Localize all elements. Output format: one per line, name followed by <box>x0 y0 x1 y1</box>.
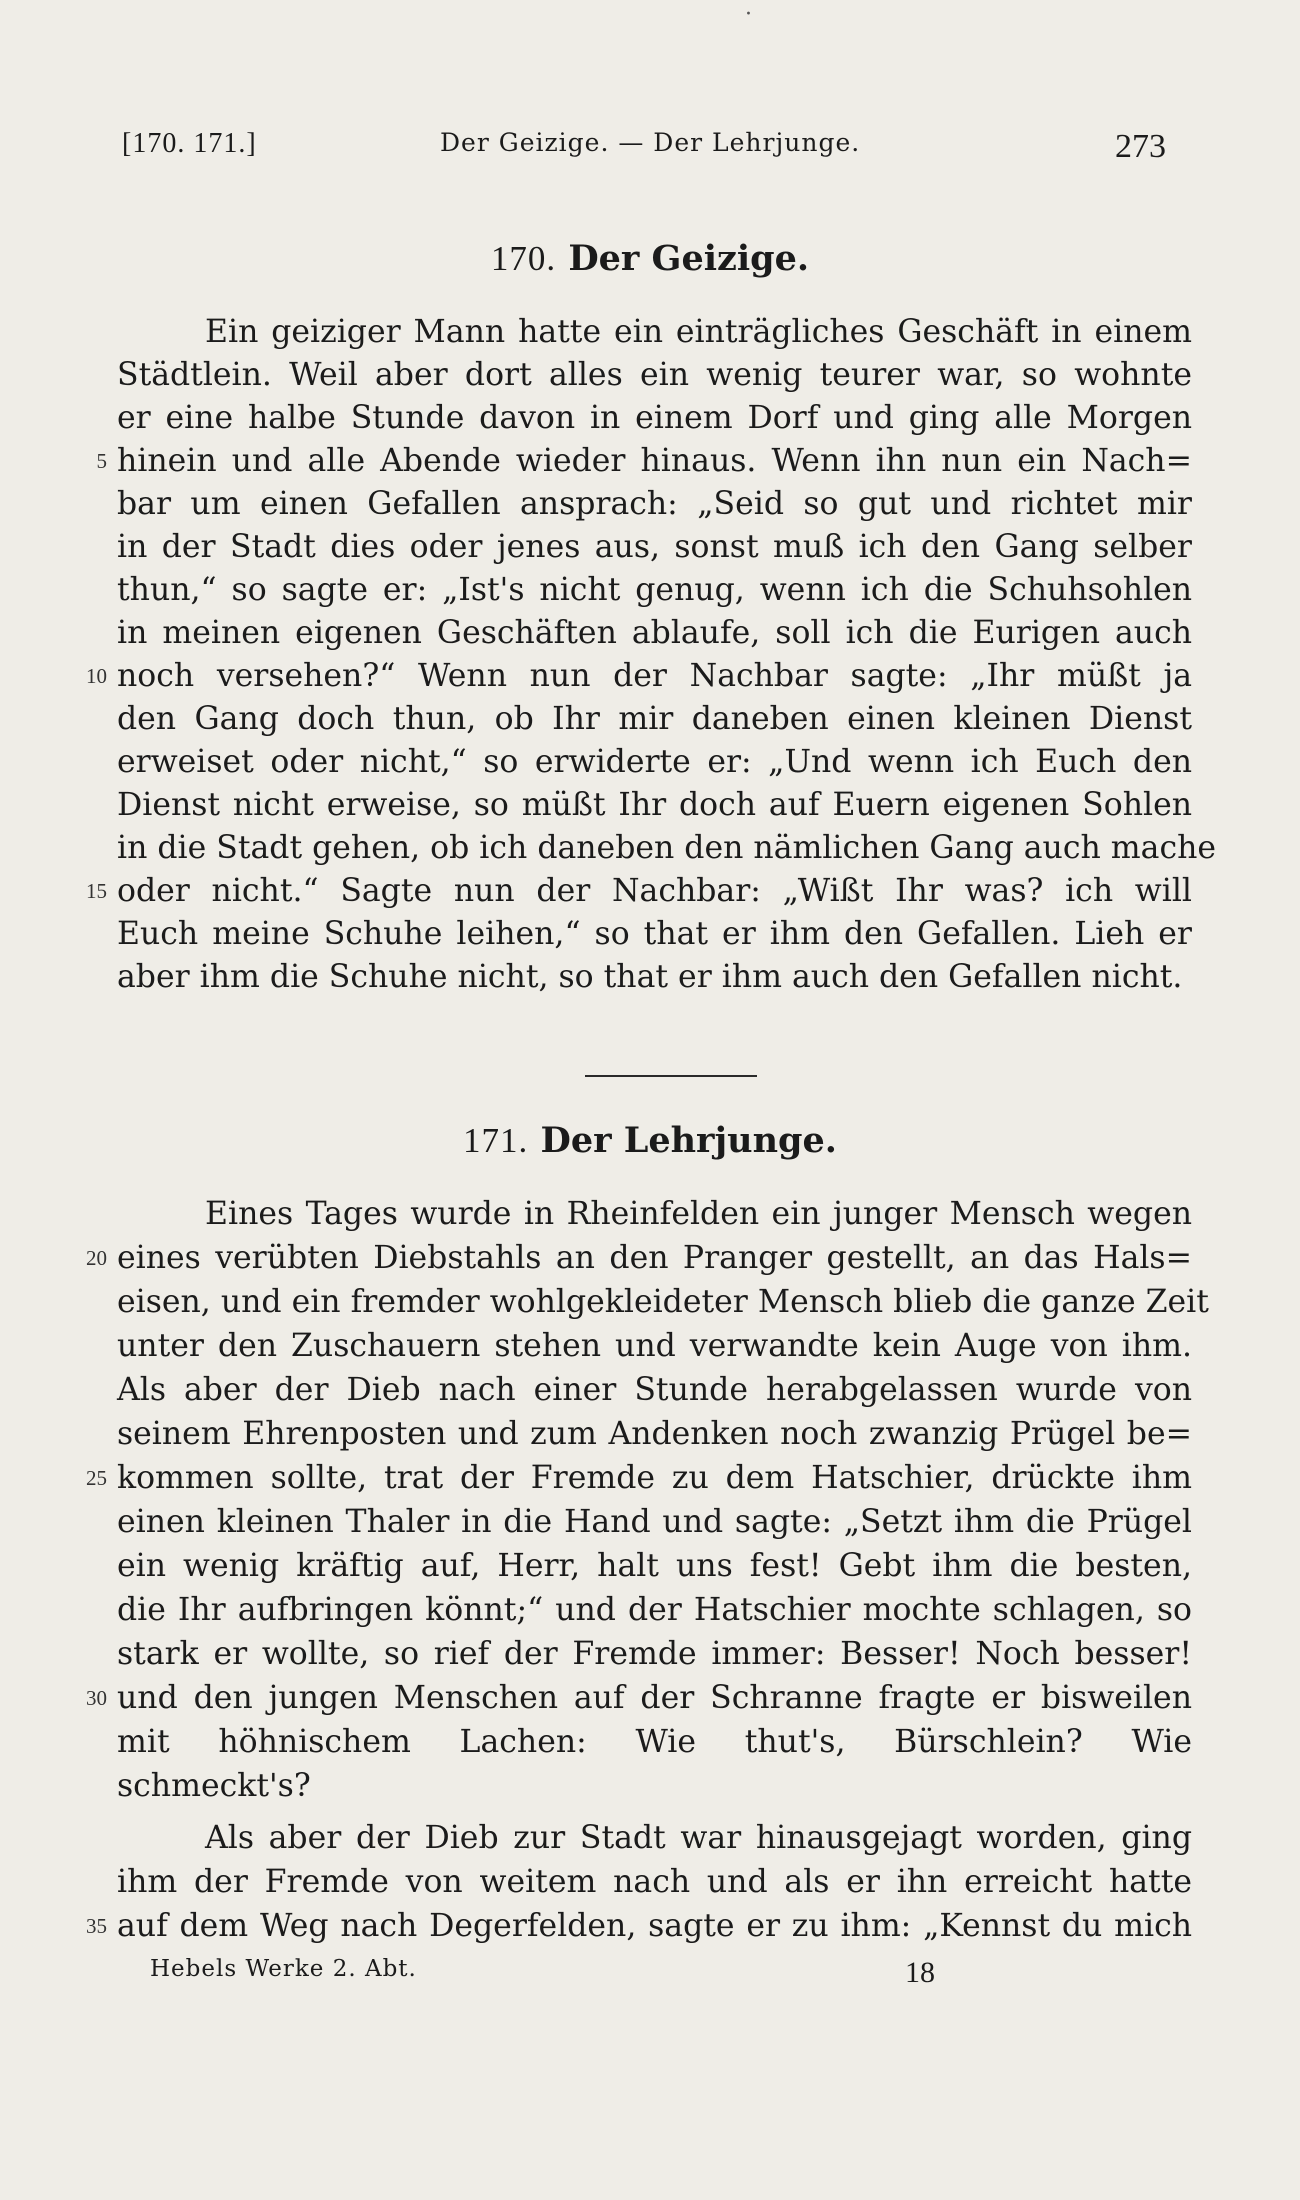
text-line: hinein und alle Abende wieder hinaus. Wenn ihn nun ein Nach= <box>117 443 1192 479</box>
section-171-number: 171. <box>463 1121 529 1160</box>
text-line: eines verübten Diebstahls an den Pranger gestellt, an das Hals= <box>117 1240 1192 1276</box>
text-line: noch versehen?“ Wenn nun der Nachbar sagte: „Ihr müßt ja <box>117 658 1192 694</box>
line-number: 25 <box>86 1466 107 1490</box>
header-section-range: [170. 171.] <box>122 128 257 159</box>
text-line: Eines Tages wurde in Rheinfelden ein junger Mensch wegen <box>205 1196 1192 1232</box>
text-line: Euch meine Schuhe leihen,“ so that er ihm den Gefallen. Lieh er <box>117 916 1192 952</box>
text-line: erweiset oder nicht,“ so erwiderte er: „Und wenn ich Euch den <box>117 744 1192 780</box>
text-line: in meinen eigenen Geschäften ablaufe, soll ich die Eurigen auch <box>117 615 1192 651</box>
text-line: in die Stadt gehen, ob ich daneben den nämlichen Gang auch mache <box>117 830 1217 866</box>
text-line: Als aber der Dieb zur Stadt war hinausgejagt worden, ging <box>205 1820 1192 1856</box>
line-number: 35 <box>86 1914 107 1938</box>
text-line: einen kleinen Thaler in die Hand und sagte: „Setzt ihm die Prügel <box>117 1504 1192 1540</box>
section-171-heading <box>0 1120 1300 1161</box>
text-line: thun,“ so sagte er: „Ist's nicht genug, wenn ich die Schuhsohlen <box>117 572 1192 608</box>
text-line: auf dem Weg nach Degerfelden, sagte er zu ihm: „Kennst du mich <box>117 1908 1192 1944</box>
line-number: 20 <box>86 1246 107 1270</box>
section-171-title: Der Lehrjunge. <box>540 1120 837 1161</box>
section-divider <box>585 1075 757 1077</box>
footer-signature: 18 <box>905 1956 935 1989</box>
text-line: Ein geiziger Mann hatte ein einträgliches Geschäft in einem <box>205 314 1192 350</box>
line-number: 30 <box>86 1686 107 1710</box>
text-line: stark er wollte, so rief der Fremde immer: Besser! Noch besser! <box>117 1636 1192 1672</box>
text-line: ein wenig kräftig auf, Herr, halt uns fest! Gebt ihm die besten, <box>117 1548 1192 1584</box>
text-line: eisen, und ein fremder wohlgekleideter Mensch blieb die ganze Zeit <box>117 1284 1209 1320</box>
header-running-title: Der Geizige. — Der Lehrjunge. <box>440 128 861 157</box>
text-line: er eine halbe Stunde davon in einem Dorf und ging alle Morgen <box>117 400 1192 436</box>
text-line: und den jungen Menschen auf der Schranne fragte er bisweilen <box>117 1680 1192 1716</box>
text-line: schmeckt's? <box>117 1768 311 1804</box>
text-line: aber ihm die Schuhe nicht, so that er ihm auch den Gefallen nicht. <box>117 959 1183 995</box>
text-line: die Ihr aufbringen könnt;“ und der Hatschier mochte schlagen, so <box>117 1592 1192 1628</box>
text-line: Städtlein. Weil aber dort alles ein wenig teurer war, so wohnte <box>117 357 1192 393</box>
line-number: 10 <box>86 664 107 688</box>
section-170-title: Der Geizige. <box>568 238 810 279</box>
text-line: in der Stadt dies oder jenes aus, sonst muß ich den Gang selber <box>117 529 1192 565</box>
text-line: ihm der Fremde von weitem nach und als er ihn erreicht hatte <box>117 1864 1192 1900</box>
section-170-number: 170. <box>490 239 557 278</box>
footer-book-title: Hebels Werke 2. Abt. <box>150 1956 417 1982</box>
text-line: den Gang doch thun, ob Ihr mir daneben einen kleinen Dienst <box>117 701 1192 737</box>
text-line: Dienst nicht erweise, so müßt Ihr doch auf Euern eigenen Sohlen <box>117 787 1192 823</box>
text-line: bar um einen Gefallen ansprach: „Seid so gut und richtet mir <box>117 486 1192 522</box>
text-line: seinem Ehrenposten und zum Andenken noch zwanzig Prügel be= <box>117 1416 1192 1452</box>
text-line: oder nicht.“ Sagte nun der Nachbar: „Wißt Ihr was? ich will <box>117 873 1192 909</box>
line-number: 5 <box>96 449 107 473</box>
decorative-speck: · <box>745 2 752 27</box>
section-170-heading <box>0 238 1300 279</box>
text-line: Als aber der Dieb nach einer Stunde herabgelassen wurde von <box>117 1372 1192 1408</box>
text-line: unter den Zuschauern stehen und verwandte kein Auge von ihm. <box>117 1328 1192 1364</box>
text-line: kommen sollte, trat der Fremde zu dem Hatschier, drückte ihm <box>117 1460 1192 1496</box>
page-number: 273 <box>1115 128 1166 165</box>
line-number: 15 <box>86 879 107 903</box>
text-line: mit höhnischem Lachen: Wie thut's, Bürschlein? Wie <box>117 1724 1192 1760</box>
